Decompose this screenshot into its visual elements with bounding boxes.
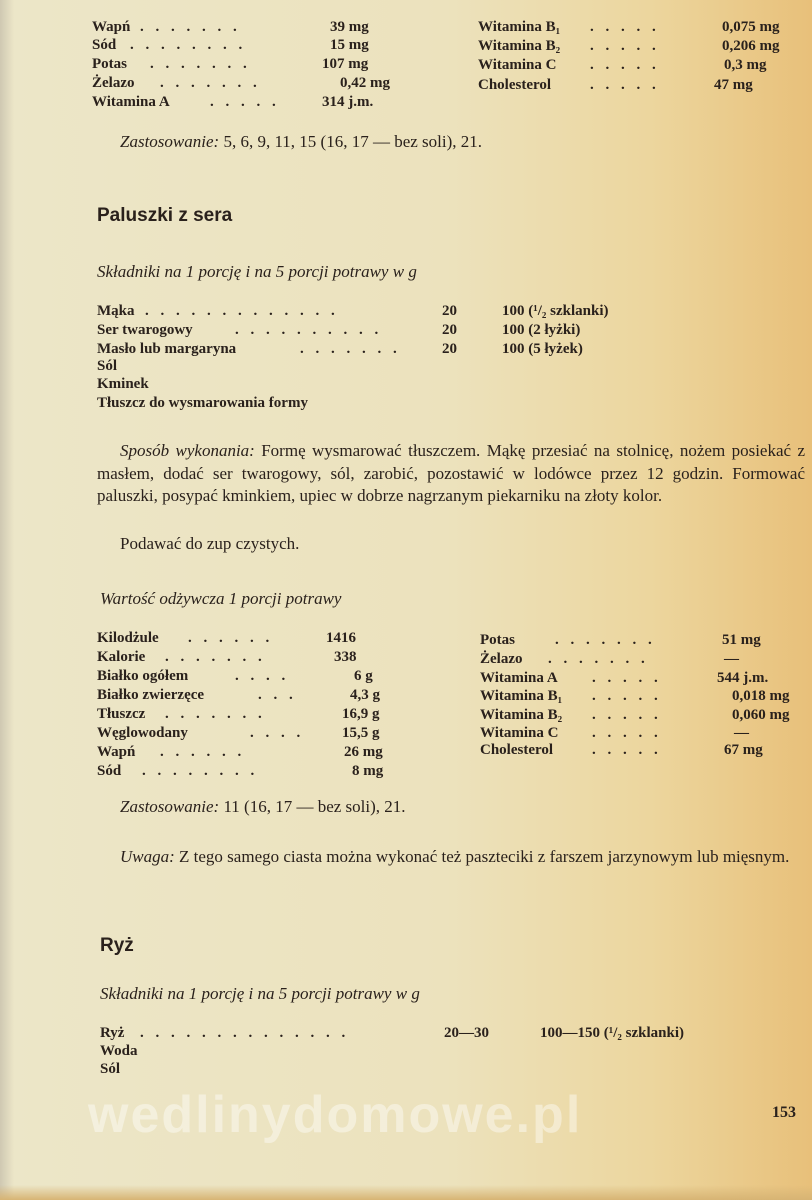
nutrient-value: 0,3 mg bbox=[724, 57, 767, 73]
nutrient-label: Witamina C bbox=[478, 57, 557, 73]
application-lead: Zastosowanie: bbox=[120, 797, 220, 816]
nutrient-label: Wapń bbox=[92, 19, 131, 35]
ingredient-name: Kminek bbox=[97, 376, 149, 392]
leader-dots: . . . . . . . . bbox=[130, 37, 247, 53]
leader-dots: . . . . . . . bbox=[548, 651, 649, 667]
nutrition-heading: Wartość odżywcza 1 porcji potrawy bbox=[100, 589, 342, 608]
nutrient-value: 0,075 mg bbox=[722, 19, 780, 35]
watermark: wedlinydomowe.pl bbox=[88, 1086, 583, 1144]
nutrient-value: 51 mg bbox=[722, 632, 761, 648]
nutrient-label: Witamina B₂ bbox=[480, 707, 563, 723]
application-line bbox=[120, 797, 406, 817]
leader-dots: . . . . . . . bbox=[140, 19, 241, 35]
nutrient-label: Cholesterol bbox=[480, 742, 554, 758]
serving-note: Podawać do zup czystych. bbox=[120, 534, 300, 553]
method-lead: Sposób wykonania: bbox=[120, 441, 255, 460]
leader-dots: . . . . . . . . . . bbox=[235, 322, 383, 338]
nutrient-label: Wapń bbox=[97, 744, 136, 760]
ingredient-g1: 20—30 bbox=[444, 1025, 489, 1041]
recipe-title: Paluszki z sera bbox=[97, 205, 233, 226]
page-number: 153 bbox=[772, 1104, 796, 1121]
nutrient-label: Węglowodany bbox=[97, 725, 188, 741]
nutrient-value: 338 bbox=[334, 649, 357, 665]
method-paragraph bbox=[97, 440, 805, 508]
ingredient-name: Ser twarogowy bbox=[97, 322, 193, 338]
nutrient-value: 15,5 g bbox=[342, 725, 380, 741]
nutrient-value: 107 mg bbox=[322, 56, 369, 72]
nutrient-label: Żelazo bbox=[480, 651, 523, 667]
ingredient-g1: 20 bbox=[442, 341, 457, 357]
ingredient-g1: 20 bbox=[442, 303, 457, 319]
nutrient-label: Potas bbox=[92, 56, 127, 72]
ingredient-name: Sól bbox=[100, 1061, 121, 1077]
leader-dots: . . . . . bbox=[590, 77, 660, 93]
ingredient-g5: 100 (5 łyżek) bbox=[502, 341, 583, 357]
nutrient-value: 67 mg bbox=[724, 742, 763, 758]
nutrient-value: 8 mg bbox=[352, 763, 384, 779]
ingredient-g1: 20 bbox=[442, 322, 457, 338]
nutrient-label: Sód bbox=[92, 37, 117, 53]
nutrient-label: Cholesterol bbox=[478, 77, 552, 93]
nutrient-value: 4,3 g bbox=[350, 687, 380, 703]
nutrient-value: — bbox=[724, 651, 739, 667]
leader-dots: . . . . . bbox=[590, 38, 660, 54]
nutrient-label: Żelazo bbox=[92, 75, 135, 91]
leader-dots: . . . . . . bbox=[160, 744, 246, 760]
nutrient-value: 314 j.m. bbox=[322, 94, 374, 110]
nutrient-value: 16,9 g bbox=[342, 706, 380, 722]
leader-dots: . . . . . . . bbox=[150, 56, 251, 72]
application-lead: Zastosowanie: bbox=[120, 132, 220, 151]
nutrient-label: Sód bbox=[97, 763, 122, 779]
leader-dots: . . . . . bbox=[210, 94, 280, 110]
nutrient-label: Białko zwierzęce bbox=[97, 687, 205, 703]
leader-dots: . . . . . bbox=[592, 707, 662, 723]
nutrient-value: 1416 bbox=[326, 630, 356, 646]
nutrient-value: 39 mg bbox=[330, 19, 369, 35]
application-text: 11 (16, 17 — bez soli), 21. bbox=[219, 797, 406, 816]
ingredient-name: Mąka bbox=[97, 303, 135, 319]
leader-dots: . . . . . . . bbox=[300, 341, 401, 357]
leader-dots: . . . . . . . . bbox=[142, 763, 259, 779]
leader-dots: . . . . . . . . . . . . . . bbox=[140, 1025, 350, 1041]
leader-dots: . . . . bbox=[250, 725, 305, 741]
leader-dots: . . . . . . bbox=[188, 630, 274, 646]
leader-dots: . . . . . . . . . . . . . bbox=[145, 303, 339, 319]
leader-dots: . . . . . bbox=[590, 57, 660, 73]
nutrient-label: Tłuszcz bbox=[97, 706, 146, 722]
top-application-line bbox=[120, 132, 482, 152]
nutrient-value: 26 mg bbox=[344, 744, 383, 760]
nutrient-value: 0,206 mg bbox=[722, 38, 780, 54]
nutrient-value: 6 g bbox=[354, 668, 373, 684]
leader-dots: . . . . . bbox=[592, 742, 662, 758]
nutrient-label: Witamina B₁ bbox=[478, 19, 561, 35]
note-lead: Uwaga: bbox=[120, 847, 175, 866]
leader-dots: . . . . . bbox=[592, 725, 662, 741]
method-text: Formę wysmarować tłuszczem. Mąkę przesiać na stolnicę, nożem posiekać z masłem, dodać ser twarogowy, sól, zarobić, pozostawić w lodówce przez 12 godzin. Formować paluszki, posypać kminkiem, upiec w dobrze nagrzanym piekarniku na złoty kolor. bbox=[97, 441, 805, 505]
leader-dots: . . . . . bbox=[592, 688, 662, 704]
ingredient-name: Ryż bbox=[100, 1025, 125, 1041]
leader-dots: . . . . . . . bbox=[555, 632, 656, 648]
leader-dots: . . . . bbox=[235, 668, 290, 684]
nutrient-value: 0,42 mg bbox=[340, 75, 390, 91]
ingredient-name: Tłuszcz do wysmarowania formy bbox=[97, 395, 308, 411]
nutrient-label: Białko ogółem bbox=[97, 668, 189, 684]
nutrient-label: Witamina A bbox=[92, 94, 170, 110]
nutrient-value: 15 mg bbox=[330, 37, 369, 53]
ingredient-name: Sól bbox=[97, 358, 118, 374]
nutrient-label: Kalorie bbox=[97, 649, 146, 665]
nutrient-label: Witamina B₁ bbox=[480, 688, 563, 704]
note-paragraph bbox=[100, 846, 812, 869]
leader-dots: . . . . . . . bbox=[165, 706, 266, 722]
nutrient-value: — bbox=[734, 725, 749, 741]
recipe-title: Ryż bbox=[100, 935, 134, 956]
nutrient-label: Witamina A bbox=[480, 670, 558, 686]
leader-dots: . . . bbox=[258, 687, 297, 703]
nutrient-value: 544 j.m. bbox=[717, 670, 769, 686]
note-text: Z tego samego ciasta można wykonać też paszteciki z farszem jarzynowym lub mięsnym. bbox=[174, 847, 790, 866]
ingredient-g5: 100 (¹/₂ szklanki) bbox=[502, 303, 609, 319]
page-edge-shadow bbox=[0, 0, 14, 1200]
nutrient-label: Potas bbox=[480, 632, 515, 648]
ingredients-heading: Składniki na 1 porcję i na 5 porcji potrawy w g bbox=[97, 262, 417, 281]
nutrient-label: Witamina C bbox=[480, 725, 559, 741]
nutrient-value: 47 mg bbox=[714, 77, 753, 93]
ingredients-heading: Składniki na 1 porcję i na 5 porcji potrawy w g bbox=[100, 984, 420, 1003]
nutrient-label: Kilodżule bbox=[97, 630, 159, 646]
ingredient-name: Woda bbox=[100, 1043, 138, 1059]
ingredient-g5: 100—150 (¹/₂ szklanki) bbox=[540, 1025, 685, 1041]
nutrient-value: 0,060 mg bbox=[732, 707, 790, 723]
leader-dots: . . . . . . . bbox=[160, 75, 261, 91]
leader-dots: . . . . . . . bbox=[165, 649, 266, 665]
page-bottom-edge bbox=[0, 1185, 812, 1200]
nutrient-value: 0,018 mg bbox=[732, 688, 790, 704]
ingredient-g5: 100 (2 łyżki) bbox=[502, 322, 581, 338]
ingredient-name: Masło lub margaryna bbox=[97, 341, 237, 357]
application-text: 5, 6, 9, 11, 15 (16, 17 — bez soli), 21. bbox=[219, 132, 483, 151]
leader-dots: . . . . . bbox=[590, 19, 660, 35]
leader-dots: . . . . . bbox=[592, 670, 662, 686]
nutrient-label: Witamina B₂ bbox=[478, 38, 561, 54]
